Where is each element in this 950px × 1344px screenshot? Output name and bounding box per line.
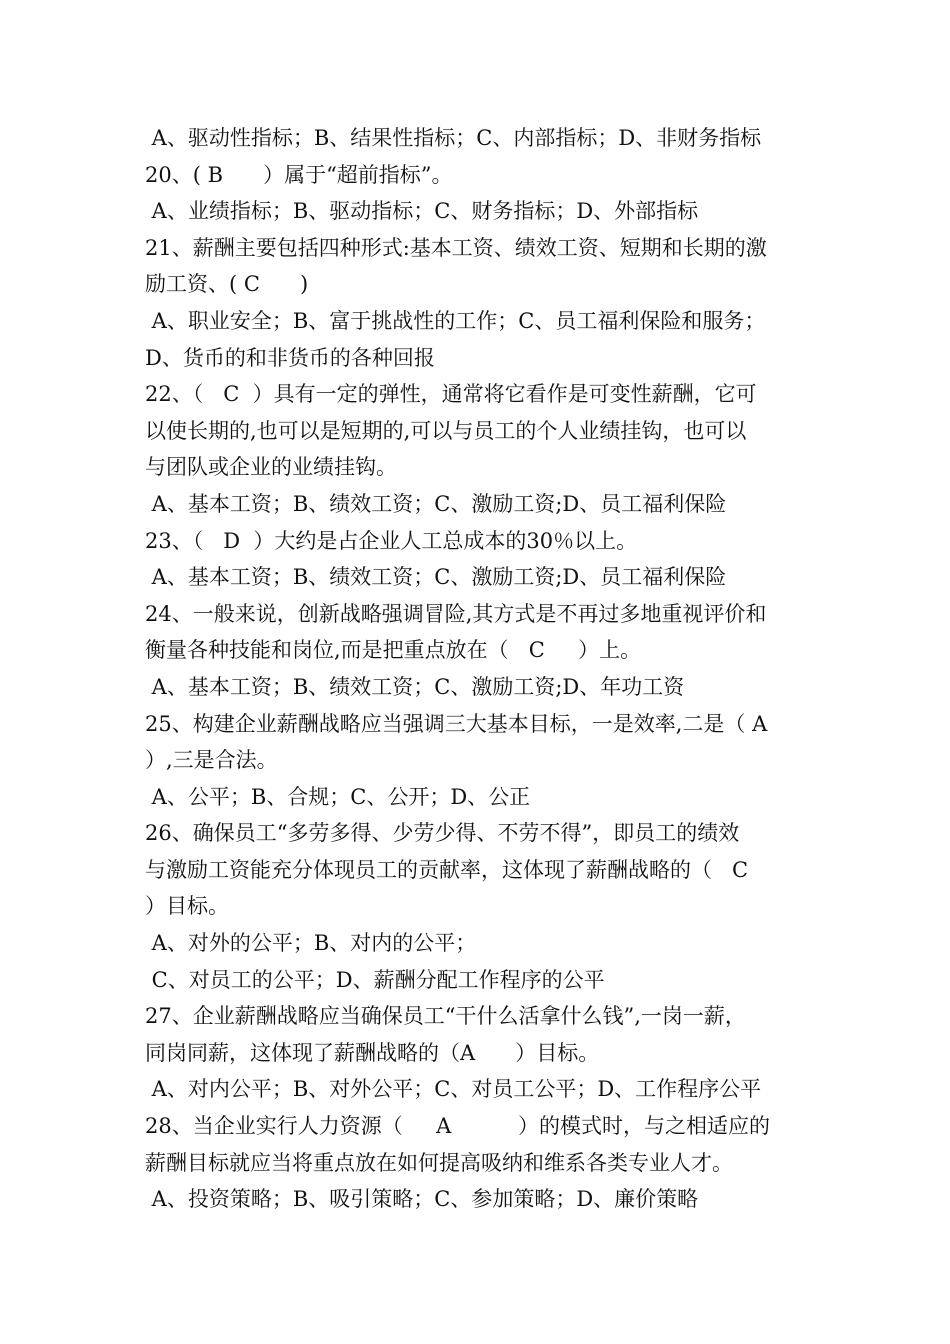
option-line-24: A、基本工资；B、绩效工资；C、激励工资;D、年功工资 [145,674,685,699]
question-26-line-3: ）目标。 [145,894,229,919]
option-line-28: A、投资策略；B、吸引策略；C、参加策略；D、廉价策略 [145,1187,699,1212]
question-22-line-2: 以使长期的,也可以是短期的,可以与员工的个人业绩挂钩，也可以 [145,418,747,443]
question-26-line-1: 26、确保员工“多劳多得、少劳少得、不劳不得”，即员工的绩效 [145,821,740,846]
option-line-25: A、公平；B、合规；C、公开；D、公正 [145,784,531,809]
question-27-line-2: 同岗同薪，这体现了薪酬战略的（A ）目标。 [145,1040,600,1065]
question-25-line-1: 25、构建企业薪酬战略应当强调三大基本目标，一是效率,二是（ A [145,711,768,736]
question-22-line-3: 与团队或企业的业绩挂钩。 [145,455,397,480]
option-line-22: A、基本工资；B、绩效工资；C、激励工资;D、员工福利保险 [145,491,727,516]
option-line-23: A、基本工资；B、绩效工资；C、激励工资;D、员工福利保险 [145,565,727,590]
question-28-line-2: 薪酬目标就应当将重点放在如何提高吸纳和维系各类专业人才。 [145,1150,733,1175]
question-26-line-2: 与激励工资能充分体现员工的贡献率，这体现了薪酬战略的（ C [145,857,749,882]
option-line-19: A、驱动性指标；B、结果性指标；C、内部指标；D、非财务指标 [145,126,762,150]
question-22-line-1: 22、（ C ）具有一定的弹性，通常将它看作是可变性薪酬，它可 [145,382,757,407]
question-20: 20、( B ）属于“超前指标”。 [145,162,453,187]
question-27-line-1: 27、企业薪酬战略应当确保员工“干什么活拿什么钱”,一岗一薪， [145,1004,746,1029]
option-line-27: A、对内公平；B、对外公平；C、对员工公平；D、工作程序公平 [145,1077,762,1102]
question-21-line-2: 励工资、( C ) [145,272,309,297]
option-line-21-b: D、货币的和非货币的各种回报 [145,345,435,370]
question-text-block [145,120,815,1218]
option-line-20: A、业绩指标；B、驱动指标；C、财务指标；D、外部指标 [145,199,699,224]
option-line-26-a: A、对外的公平；B、对内的公平； [145,931,477,956]
question-24-line-2: 衡量各种技能和岗位,而是把重点放在（ C ）上。 [145,638,642,663]
question-28-line-1: 28、当企业实行人力资源（ A ）的模式时，与之相适应的 [145,1114,771,1139]
question-24-line-1: 24、一般来说，创新战略强调冒险,其方式是不再过多地重视评价和 [145,601,767,626]
option-line-21-a: A、职业安全；B、富于挑战性的工作；C、员工福利保险和服务； [145,308,766,333]
question-21-line-1: 21、薪酬主要包括四种形式:基本工资、绩效工资、短期和长期的激 [145,235,767,260]
question-23: 23、（ D ）大约是占企业人工总成本的30％以上。 [145,528,638,553]
option-line-26-b: C、对员工的公平；D、薪酬分配工作程序的公平 [145,967,605,992]
question-25-line-2: ）,三是合法。 [145,748,278,773]
